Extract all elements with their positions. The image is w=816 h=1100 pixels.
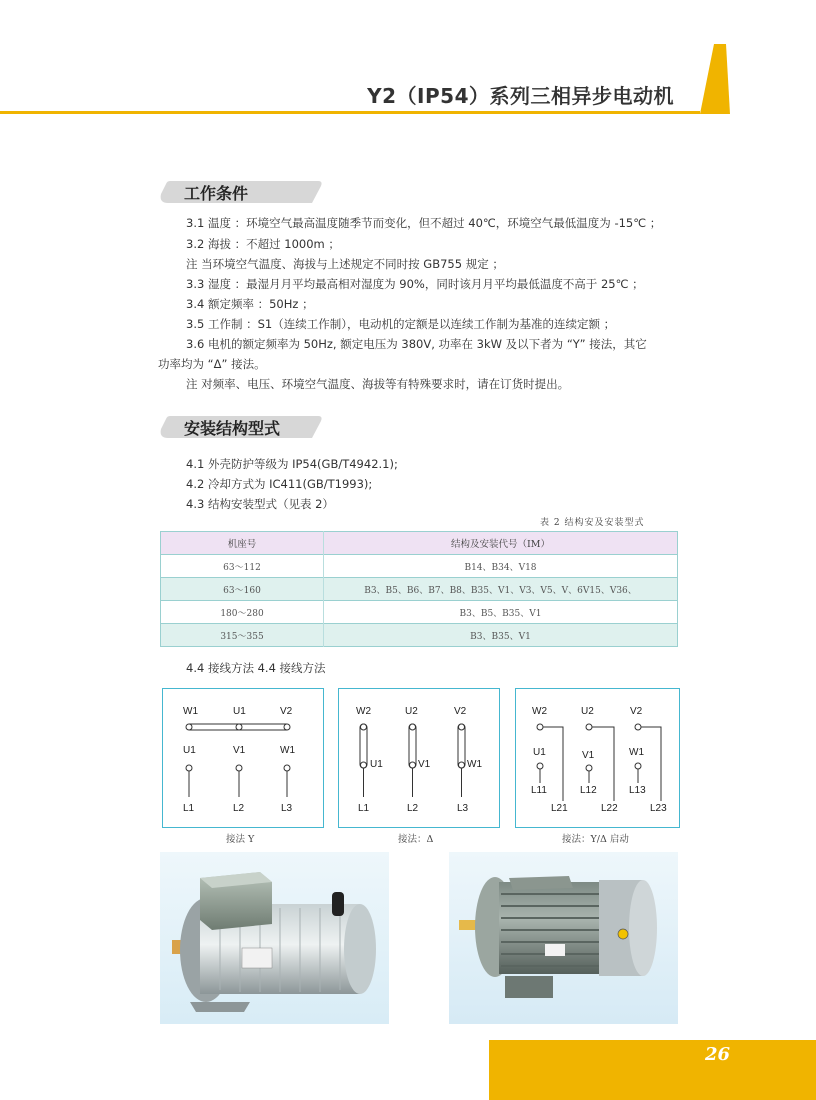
wiring-caption: 接法：Y/Δ 启动 bbox=[562, 834, 629, 845]
section-title: 安装结构型式 bbox=[184, 419, 281, 438]
page-title: Y2（IP54）系列三相异步电动机 bbox=[367, 84, 674, 108]
line-label: L12 bbox=[580, 785, 597, 796]
text-line: 3.6 电机的额定频率为 50Hz, 额定电压为 380V, 功率在 3kW 及以下者为 “Y” 接法，其它 bbox=[186, 337, 647, 351]
footer-band bbox=[489, 1040, 816, 1100]
table-row bbox=[161, 601, 678, 624]
text-line: 功率均为 “Δ” 接法。 bbox=[158, 357, 266, 371]
text-line: 3.4 额定频率 ：50Hz ； bbox=[186, 297, 314, 311]
section-heading-working-conditions bbox=[158, 180, 324, 204]
header-tab bbox=[700, 44, 730, 114]
text-line: 4.3 结构安装型式（见表 2） bbox=[186, 497, 334, 511]
line-label: L23 bbox=[650, 803, 667, 814]
text-line: 3.5 工作制 ：S1（连续工作制），电动机的定额是以连续工作制为基准的连续定额 ； bbox=[186, 317, 616, 331]
terminal-label: W1 bbox=[183, 706, 198, 717]
terminal-label: U1 bbox=[233, 706, 246, 717]
terminal-label: U2 bbox=[581, 706, 594, 717]
line-label: L22 bbox=[601, 803, 618, 814]
table-row bbox=[161, 578, 678, 601]
terminal-label: V1 bbox=[233, 745, 246, 756]
text-line: 3.2 海拔 ：不超过 1000m ； bbox=[186, 237, 340, 251]
text-line: 注 当环境空气温度、海拔与上述规定不同时按 GB755 规定 ； bbox=[186, 257, 504, 271]
wiring-caption: 接法：Δ bbox=[398, 834, 434, 845]
table-header-cell: 结构及安装代号（IM） bbox=[324, 532, 678, 555]
text-line: 注 对频率、电压、环境空气温度、海拔等有特殊要求时，请在订货时提出。 bbox=[186, 377, 570, 391]
line-label: L11 bbox=[531, 785, 547, 796]
motor-photo-1 bbox=[160, 852, 389, 1024]
text-line: 3.3 湿度 ：最湿月月平均最高相对湿度为 90%，同时该月月平均最低温度不高于 25℃ ； bbox=[186, 277, 644, 291]
wiring-caption: 接法 Y bbox=[226, 834, 255, 845]
terminal-label: W1 bbox=[280, 745, 295, 756]
table-header-cell: 机座号 bbox=[161, 532, 324, 555]
wiring-diagram-delta bbox=[338, 688, 500, 828]
terminal-label: U1 bbox=[370, 759, 383, 770]
page-number: 26 bbox=[704, 1044, 730, 1065]
table-row bbox=[161, 555, 678, 578]
line-label: L3 bbox=[281, 803, 293, 814]
terminal-label: W1 bbox=[467, 759, 482, 770]
terminal-label: U2 bbox=[405, 706, 418, 717]
wiring-diagram-y bbox=[162, 688, 324, 828]
line-label: L2 bbox=[407, 803, 419, 814]
table-cell: 63～160 bbox=[161, 578, 324, 601]
table-cell: B3、B5、B35、V1 bbox=[324, 601, 678, 624]
line-label: L1 bbox=[358, 803, 370, 814]
table-cell: B14、B34、V18 bbox=[324, 555, 678, 578]
line-label: L1 bbox=[183, 803, 195, 814]
table-header-row bbox=[161, 532, 678, 555]
terminal-label: U1 bbox=[183, 745, 196, 756]
terminal-label: V2 bbox=[630, 706, 643, 717]
wiring-diagram-y-delta bbox=[515, 688, 680, 828]
table-row bbox=[161, 624, 678, 647]
terminal-label: V2 bbox=[454, 706, 467, 717]
terminal-label: U1 bbox=[533, 747, 546, 758]
terminal-label: W2 bbox=[356, 706, 371, 717]
wiring-heading: 4.4 接线方法 4.4 接线方法 bbox=[186, 661, 326, 675]
text-line: 4.1 外壳防护等级为 IP54(GB/T4942.1); bbox=[186, 457, 398, 471]
terminal-label: W2 bbox=[532, 706, 547, 717]
table-cell: 63～112 bbox=[161, 555, 324, 578]
section-heading-mounting bbox=[158, 415, 324, 439]
text-line: 4.2 冷却方式为 IC411(GB/T1993); bbox=[186, 477, 373, 491]
line-label: L3 bbox=[457, 803, 469, 814]
mounting-table bbox=[160, 531, 678, 647]
text-line: 3.1 温度 ：环境空气最高温度随季节而变化，但不超过 40℃，环境空气最低温度为 -15℃ ； bbox=[186, 216, 662, 230]
table-cell: B3、B5、B6、B7、B8、B35、V1、V3、V5、V、6V15、V36、 bbox=[324, 578, 678, 601]
table-cell: B3、B35、V1 bbox=[324, 624, 678, 647]
line-label: L21 bbox=[551, 803, 568, 814]
terminal-label: W1 bbox=[629, 747, 644, 758]
terminal-label: V1 bbox=[418, 759, 431, 770]
line-label: L2 bbox=[233, 803, 245, 814]
terminal-label: V1 bbox=[582, 750, 595, 761]
motor-photo-2 bbox=[449, 852, 678, 1024]
header-rule bbox=[0, 111, 700, 114]
table-caption: 表 2 结构安及安装型式 bbox=[540, 518, 645, 528]
line-label: L13 bbox=[629, 785, 646, 796]
table-cell: 180～280 bbox=[161, 601, 324, 624]
terminal-label: V2 bbox=[280, 706, 293, 717]
section-title: 工作条件 bbox=[184, 184, 249, 203]
table-cell: 315～355 bbox=[161, 624, 324, 647]
